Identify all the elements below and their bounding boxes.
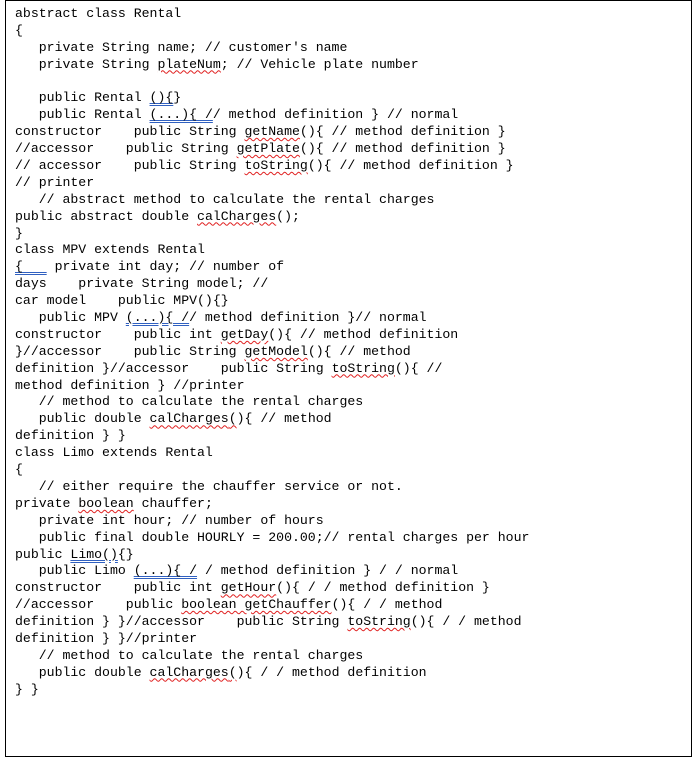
code-text: // printer <box>15 174 95 190</box>
code-text: (){ // method definition } <box>299 124 506 140</box>
spellcheck-underlined-text: toString <box>347 614 411 630</box>
code-line <box>15 411 685 428</box>
code-text: constructor public String <box>15 124 245 140</box>
code-line <box>15 74 685 91</box>
code-text: class Limo extends Rental <box>15 445 213 461</box>
code-text: definition } }//printer <box>15 630 198 646</box>
code-text: ){ / / method definition <box>236 664 427 680</box>
code-line <box>15 563 685 580</box>
code-text: } <box>15 225 23 241</box>
code-line <box>15 40 685 57</box>
code-text: public Rental <box>15 107 150 123</box>
code-text: (){ // method definition <box>268 326 459 342</box>
code-text: (){ // method definition } <box>299 141 506 157</box>
code-text: {} <box>117 546 134 562</box>
code-text: { <box>15 22 23 38</box>
code-text: (){ // method <box>307 343 411 359</box>
spellcheck-underlined-text: plateNum <box>157 56 221 72</box>
code-text: public final double HOURLY = 200.00;// rental charges per hour <box>15 529 530 545</box>
code-text: days private String model; // <box>15 276 269 292</box>
code-text: } } <box>15 681 39 697</box>
code-text: public Rental <box>15 90 150 106</box>
code-text: private int hour; // number of hours <box>15 512 324 528</box>
code-line <box>15 158 685 175</box>
code-text: (){ // method definition } <box>307 158 514 174</box>
code-text: private int day; // number of <box>46 259 285 275</box>
code-line <box>15 547 685 564</box>
spellcheck-underlined-text: calCharges <box>197 208 277 224</box>
code-text: public <box>15 546 71 562</box>
code-line <box>15 259 685 276</box>
code-text: constructor public int <box>15 580 221 596</box>
grammar-underlined-text: (...){ / <box>133 563 198 579</box>
spellcheck-underlined-text: ( <box>228 411 237 427</box>
code-line <box>15 344 685 361</box>
code-text: definition } }//accessor public String <box>15 614 348 630</box>
spellcheck-underlined-text: boolean getChauffer <box>181 597 332 613</box>
code-text: (); <box>276 208 300 224</box>
code-line <box>15 209 685 226</box>
spellcheck-underlined-text: getName <box>244 124 300 140</box>
spellcheck-underlined-text: toString <box>331 360 395 376</box>
code-line <box>15 580 685 597</box>
code-line <box>15 310 685 327</box>
code-text: / method definition } // normal <box>212 107 459 123</box>
code-text: //accessor public <box>15 597 182 613</box>
code-line <box>15 6 685 23</box>
spellcheck-underlined-text: getModel <box>244 343 308 359</box>
code-line <box>15 445 685 462</box>
code-line <box>15 665 685 682</box>
code-text: (){ / / method <box>331 597 443 613</box>
code-line <box>15 192 685 209</box>
code-line <box>15 378 685 395</box>
code-text: ; // Vehicle plate number <box>220 56 419 72</box>
spellcheck-underlined-text: getPlate <box>236 141 300 157</box>
code-line <box>15 276 685 293</box>
grammar-underlined-text: (...){ / <box>149 107 213 123</box>
code-text: // method to calculate the rental charges <box>15 647 364 663</box>
code-text: definition }//accessor public String <box>15 360 332 376</box>
code-line <box>15 90 685 107</box>
code-line <box>15 496 685 513</box>
code-text: public double <box>15 411 150 427</box>
code-text: // either require the chauffer service or not. <box>15 478 403 494</box>
code-line <box>15 394 685 411</box>
code-line <box>15 479 685 496</box>
code-text: { <box>15 462 23 478</box>
code-text: public double <box>15 664 150 680</box>
code-line <box>15 327 685 344</box>
code-line <box>15 23 685 40</box>
code-line <box>15 530 685 547</box>
code-text: / method definition } / / normal <box>197 563 459 579</box>
code-line <box>15 242 685 259</box>
spellcheck-underlined-text: toString <box>244 158 308 174</box>
spellcheck-underlined-text: calCharges <box>149 664 229 680</box>
code-text: (){ // <box>394 360 443 376</box>
spellcheck-underlined-text: boolean <box>78 495 134 511</box>
code-line <box>15 141 685 158</box>
code-text: (){ / / method definition } <box>276 580 490 596</box>
code-text: private <box>15 495 79 511</box>
grammar-underlined-text: (...){ / <box>125 310 190 326</box>
code-line <box>15 361 685 378</box>
spellcheck-underlined-text: getDay <box>220 326 269 342</box>
code-text: } <box>173 90 182 106</box>
spellcheck-underlined-text: calCharges <box>149 411 229 427</box>
grammar-underlined-text: (){ <box>149 90 174 106</box>
code-line <box>15 107 685 124</box>
code-text: / method definition }// normal <box>189 310 427 326</box>
code-text: private String <box>15 56 158 72</box>
code-line <box>15 57 685 74</box>
code-text: abstract class Rental <box>15 6 182 21</box>
code-text: (){ / / method <box>410 614 522 630</box>
code-text: public MPV <box>15 310 126 326</box>
code-line <box>15 648 685 665</box>
spellcheck-underlined-text: ( <box>228 664 237 680</box>
code-line <box>15 293 685 310</box>
code-line <box>15 175 685 192</box>
code-text: ){ // method <box>236 411 332 427</box>
code-text: public Limo <box>15 563 134 579</box>
code-line <box>15 631 685 648</box>
code-text: chauffer; <box>133 495 213 511</box>
code-text: constructor public int <box>15 326 221 342</box>
spellcheck-underlined-text: getHour <box>220 580 277 596</box>
code-line <box>15 428 685 445</box>
code-text: definition } } <box>15 428 126 444</box>
code-text: // accessor public String <box>15 158 245 174</box>
code-text: private String name; // customer's name <box>15 39 348 55</box>
code-line <box>15 597 685 614</box>
grammar-underlined-text: Limo() <box>70 546 118 562</box>
code-text: car model public MPV(){} <box>15 293 229 309</box>
code-line <box>15 614 685 631</box>
code-text-block <box>15 6 685 699</box>
code-line <box>15 513 685 530</box>
code-text: //accessor public String <box>15 141 237 157</box>
code-line <box>15 682 685 699</box>
code-text: public abstract double <box>15 208 198 224</box>
code-text: // method to calculate the rental charges <box>15 394 364 410</box>
code-text: class MPV extends Rental <box>15 242 205 258</box>
code-line <box>15 124 685 141</box>
code-text: }//accessor public String <box>15 343 245 359</box>
code-text: method definition } //printer <box>15 377 245 393</box>
code-text: // abstract method to calculate the rental charges <box>15 191 435 207</box>
grammar-underlined-text: { <box>15 259 47 275</box>
code-line <box>15 462 685 479</box>
code-line <box>15 226 685 243</box>
